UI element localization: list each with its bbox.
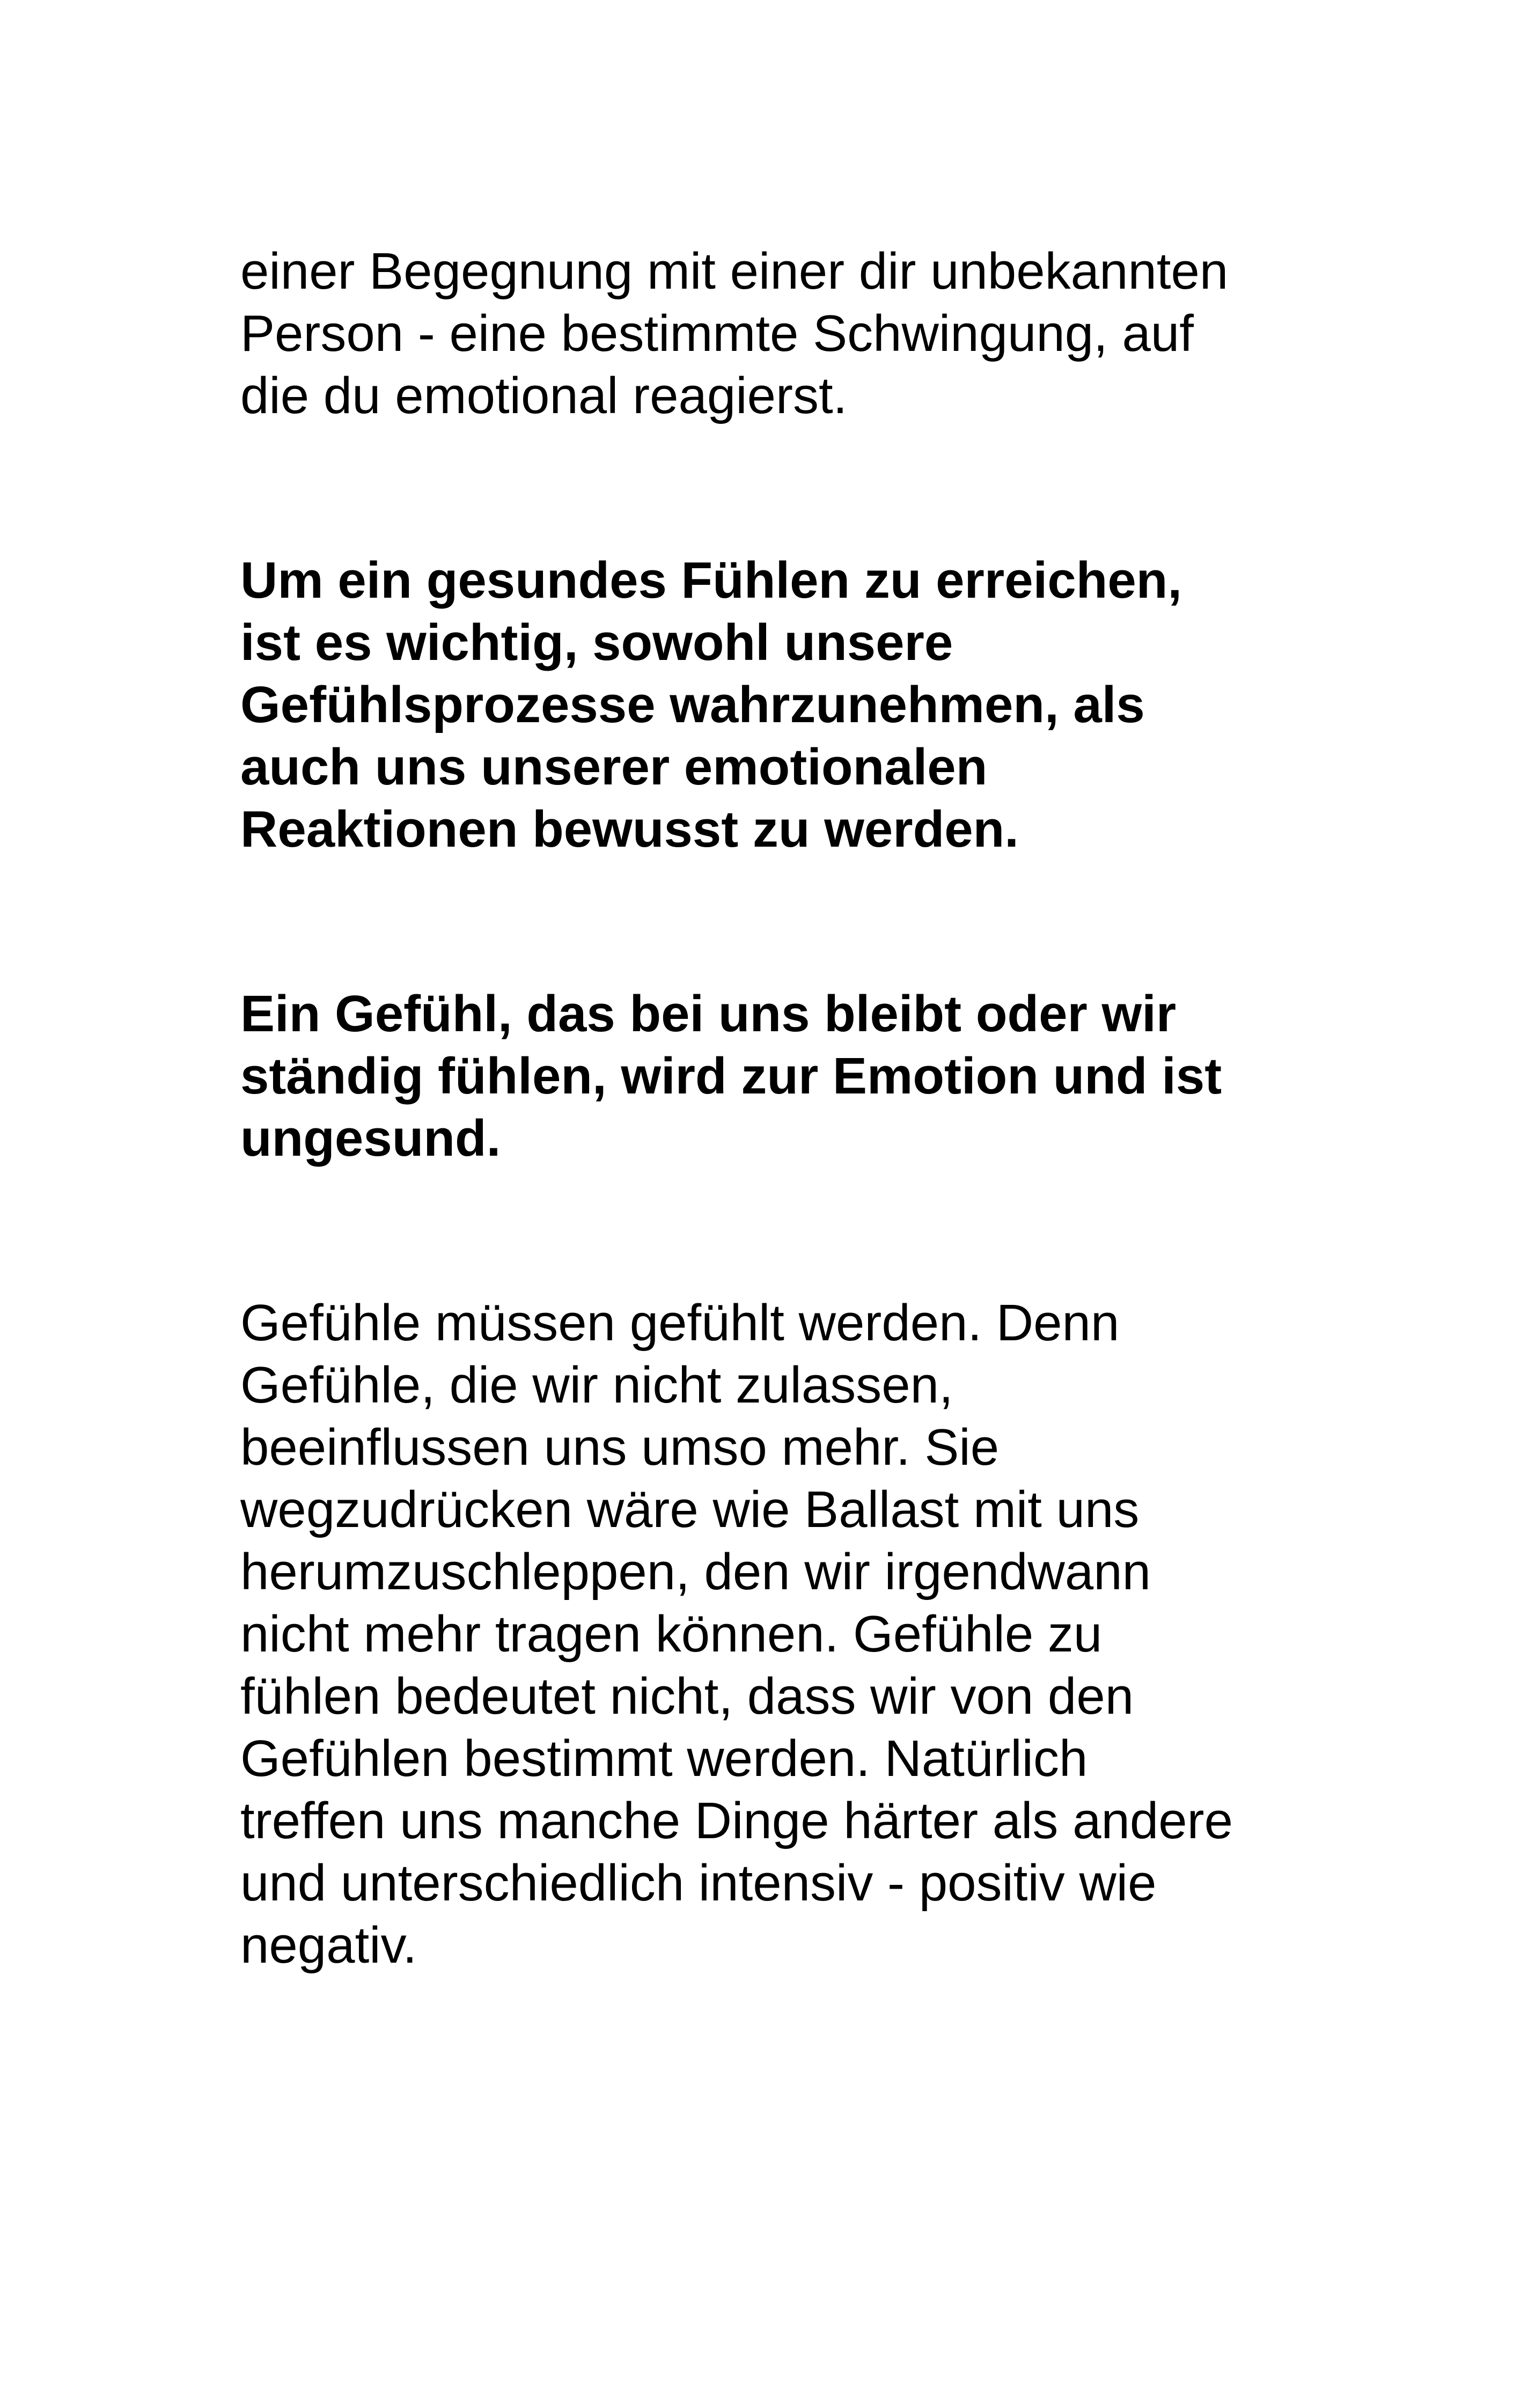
text-line: und unterschiedlich intensiv - positiv wie (240, 1854, 1157, 1912)
paragraph-encounter-vibration (240, 240, 1313, 427)
text-line: Gefühle müssen gefühlt werden. Denn (240, 1294, 1120, 1352)
text-line: ist es wichtig, sowohl unsere (240, 614, 953, 671)
text-line: nicht mehr tragen können. Gefühle zu (240, 1605, 1103, 1663)
text-line: beeinflussen uns umso mehr. Sie (240, 1419, 1000, 1476)
text-line: treffen uns manche Dinge härter als andere (240, 1792, 1233, 1849)
paragraph-feeling-becomes-emotion-bold (240, 983, 1313, 1170)
text-line: Ein Gefühl, das bei uns bleibt oder wir (240, 985, 1177, 1043)
text-line: negativ. (240, 1917, 417, 1974)
text-line: ständig fühlen, wird zur Emotion und ist (240, 1047, 1222, 1105)
text-line: Person - eine bestimmte Schwingung, auf (240, 305, 1194, 362)
text-line: Gefühlsprozesse wahrzunehmen, als (240, 676, 1145, 733)
text-line: die du emotional reagierst. (240, 367, 848, 424)
text-line: Um ein gesundes Fühlen zu erreichen, (240, 552, 1182, 609)
text-line: einer Begegnung mit einer dir unbekannten (240, 243, 1229, 300)
text-line: herumzuschleppen, den wir irgendwann (240, 1543, 1151, 1601)
text-line: fühlen bedeutet nicht, dass wir von den (240, 1668, 1134, 1725)
text-line: ungesund. (240, 1110, 501, 1167)
text-line: wegzudrücken wäre wie Ballast mit uns (240, 1481, 1140, 1538)
text-line: Gefühle, die wir nicht zulassen, (240, 1356, 953, 1414)
paragraph-healthy-feeling-bold (240, 549, 1313, 861)
paragraph-feelings-must-be-felt (240, 1292, 1313, 1977)
text-line: Gefühlen bestimmt werden. Natürlich (240, 1730, 1088, 1787)
text-line: auch uns unserer emotionalen (240, 738, 988, 796)
text-line: Reaktionen bewusst zu werden. (240, 801, 1019, 858)
